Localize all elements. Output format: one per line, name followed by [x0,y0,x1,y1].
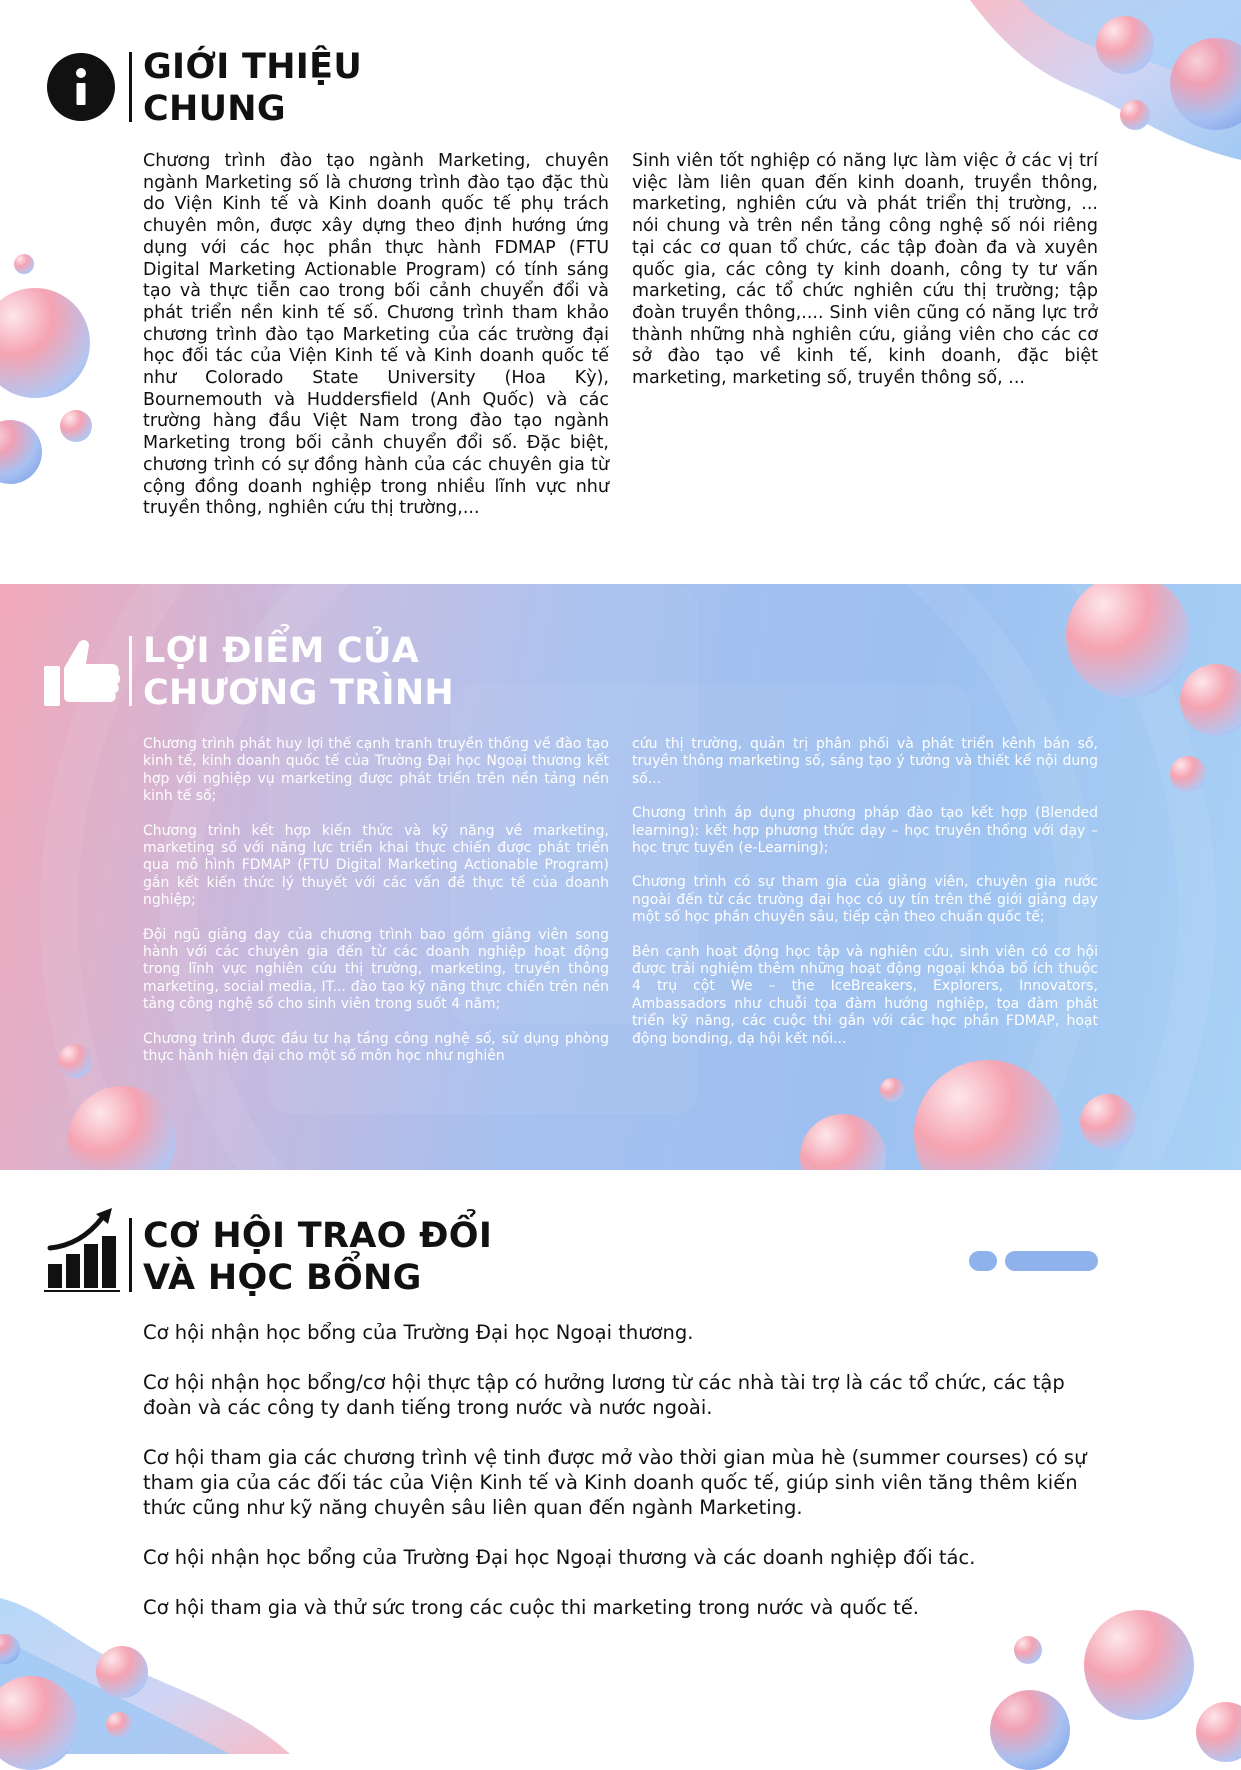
decorative-bubble [106,1712,132,1738]
title-line: LỢI ĐIỂM CỦA [143,631,420,671]
title-line: GIỚI THIỆU [143,47,363,87]
opportunity-item: Cơ hội nhận học bổng của Trường Đại học Ngoại thương. [143,1321,694,1344]
decorative-bubble [1084,1610,1194,1720]
decorative-bubble [1180,664,1241,736]
advantage-paragraph: Chương trình có sự tham gia của giảng viên, chuyên gia nước ngoài đến từ các trường đại học có uy tín trên thế giới giảng dạy một số học phần chuyên sâu, tiếp cận theo chuẩn quốc tế; [632,874,1098,926]
title-divider [129,52,132,122]
decorative-bubble [0,420,42,484]
decorative-bubble [60,410,92,442]
advantage-paragraph: Bên cạnh hoạt động học tập và nghiên cứu, sinh viên có cơ hội được trải nghiệm thêm những hoạt động ngoại khóa bổ ích thuộc 4 trụ cột We – the IceBreakers, Explorers, Innovators, Ambassadors như chuỗi tọa đàm hướng nghiệp, tọa đàm phát triển kỹ năng, các cuộc thi gắn với các học phần FDMAP, hoạt động bonding, dạ hội kết nối... [632,943,1098,1047]
decorative-bubble [0,288,90,398]
decorative-pill [1005,1251,1098,1271]
opportunity-item: Cơ hội tham gia và thử sức trong các cuộc thi marketing trong nước và quốc tế. [143,1596,920,1619]
advantage-paragraph: Chương trình kết hợp kiến thức và kỹ năng về marketing, marketing số với năng lực triển khai thực chiến được phát triển qua mô hình FDMAP (FTU Digital Marketing Actionable Program) gắn kết kiến thức lý thuyết với các vấn đề thực tế của doanh nghiệp; [143,822,609,909]
info-icon [47,53,115,121]
title-line: CƠ HỘI TRAO ĐỔI [143,1216,493,1256]
opportunity-item: Cơ hội tham gia các chương trình vệ tinh được mở vào thời gian mùa hè (summer courses) có sự tham gia của các đối tác của Viện Kinh tế và Kinh doanh quốc tế, giúp sinh viên tăng thêm kiến thức cũng như kỹ năng chuyên sâu liên quan đến ngành Marketing. [143,1446,1087,1519]
decorative-bubble [1080,1094,1136,1150]
advantage-paragraph: Đội ngũ giảng dạy của chương trình bao gồm giảng viên song hành với các chuyên gia đến từ các doanh nghiệp hoạt động trong lĩnh vực nghiên cứu thị trường, marketing, truyền thông marketing, social media, IT... đào tạo kỹ năng thực chiến trên nền tảng công nghệ số cho sinh viên trong suốt 4 năm; [143,926,609,1013]
intro-column-right: Sinh viên tốt nghiệp có năng lực làm việc ở các vị trí việc làm liên quan đến kinh doanh, truyền thông, marketing, nghiên cứu và phát triển thị trường, ... nói chung và trên nền tảng công nghệ số nói riêng tại các cơ quan tổ chức, các tập đoàn đa và xuyên quốc gia, các công ty kinh doanh, công ty tư vấn marketing, các tổ chức nghiên cứu thị trường; tập đoàn truyền thông,.... Sinh viên cũng có năng lực trở thành những nhà nghiên cứu, giảng viên cho các cơ sở đào tạo về kinh tế, kinh doanh, đặc biệt marketing, marketing số, truyền thông số, ... [632,151,1098,389]
decorative-bubble [1196,1702,1241,1762]
title-line: CHUNG [143,89,286,129]
decorative-bubble [880,1078,904,1102]
advantage-paragraph: cứu thị trường, quản trị phân phối và phát triển kênh bán số, truyền thông marketing số, sáng tạo ý tưởng và thiết kế nội dung số... [632,736,1098,787]
decorative-bubble [14,254,34,274]
title-line: VÀ HỌC BỔNG [143,1258,422,1298]
opportunities-list [143,1320,1098,1645]
title-divider [129,636,132,706]
section-title-intro [143,46,362,130]
decorative-bubble [1066,584,1190,698]
advantage-paragraph: Chương trình áp dụng phương pháp đào tạo kết hợp (Blended learning): kết hợp phương thức dạy – học truyền thống với dạy – học trực tuyến (e-Learning); [632,805,1098,857]
growth-chart-icon [44,1206,120,1292]
opportunity-item: Cơ hội nhận học bổng của Trường Đại học Ngoại thương và các doanh nghiệp đối tác. [143,1546,976,1569]
decorative-pill [969,1251,997,1271]
advantages-column-right [632,736,1098,1065]
decorative-bubble [1014,1636,1042,1664]
decorative-bubble [1170,756,1206,792]
opportunity-item: Cơ hội nhận học bổng/cơ hội thực tập có hưởng lương từ các nhà tài trợ là các tổ chức, các tập đoàn và các công ty danh tiếng trong nước và nước ngoài. [143,1371,1065,1419]
decorative-bubble [1120,100,1150,130]
title-line: CHƯƠNG TRÌNH [143,673,455,713]
section-title-opportunities [143,1215,492,1299]
section-title-advantages [143,630,454,714]
title-divider [129,1218,132,1292]
advantage-paragraph: Chương trình được đầu tư hạ tầng công nghệ số, sử dụng phòng thực hành hiện đại cho một số môn học như nghiên [143,1030,609,1065]
decorative-bubble [1096,16,1154,74]
advantages-column-left [143,736,609,1083]
decorative-bubble [96,1646,148,1698]
thumbs-up-icon [42,636,120,708]
advantage-paragraph: Chương trình phát huy lợi thế cạnh tranh truyền thống về đào tạo kinh tế, kinh doanh quốc tế của Trường Đại học Ngoại thương kết hợp với nghiệp vụ marketing được phát triển trên nền tảng nền kinh tế số; [143,736,609,805]
decorative-bubble [990,1690,1070,1770]
intro-column-left: Chương trình đào tạo ngành Marketing, chuyên ngành Marketing số là chương trình đào tạo đặc thù do Viện Kinh tế và Kinh doanh quốc tế phụ trách chuyên môn, được xây dựng theo định hướng ứng dụng với các học phần thực hành FDMAP (FTU Digital Marketing Actionable Program) có tính sáng tạo và thực tiễn cao trong bối cảnh chuyển đổi và phát triển nền kinh tế số. Chương trình tham khảo chương trình đào tạo Marketing của các trường đại học đối tác của Viện Kinh tế và Kinh doanh quốc tế như Colorado State University (Hoa Kỳ), Bournemouth và Huddersfield (Anh Quốc) và các trường hàng đầu Việt Nam trong đào tạo ngành Marketing trong bối cảnh chuyển đổi số. Đặc biệt, chương trình có sự đồng hành của các chuyên gia từ cộng đồng doanh nghiệp trong nhiều lĩnh vực như truyền thông, nghiên cứu thị trường,... [143,151,609,519]
decorative-bubble [58,1044,92,1078]
